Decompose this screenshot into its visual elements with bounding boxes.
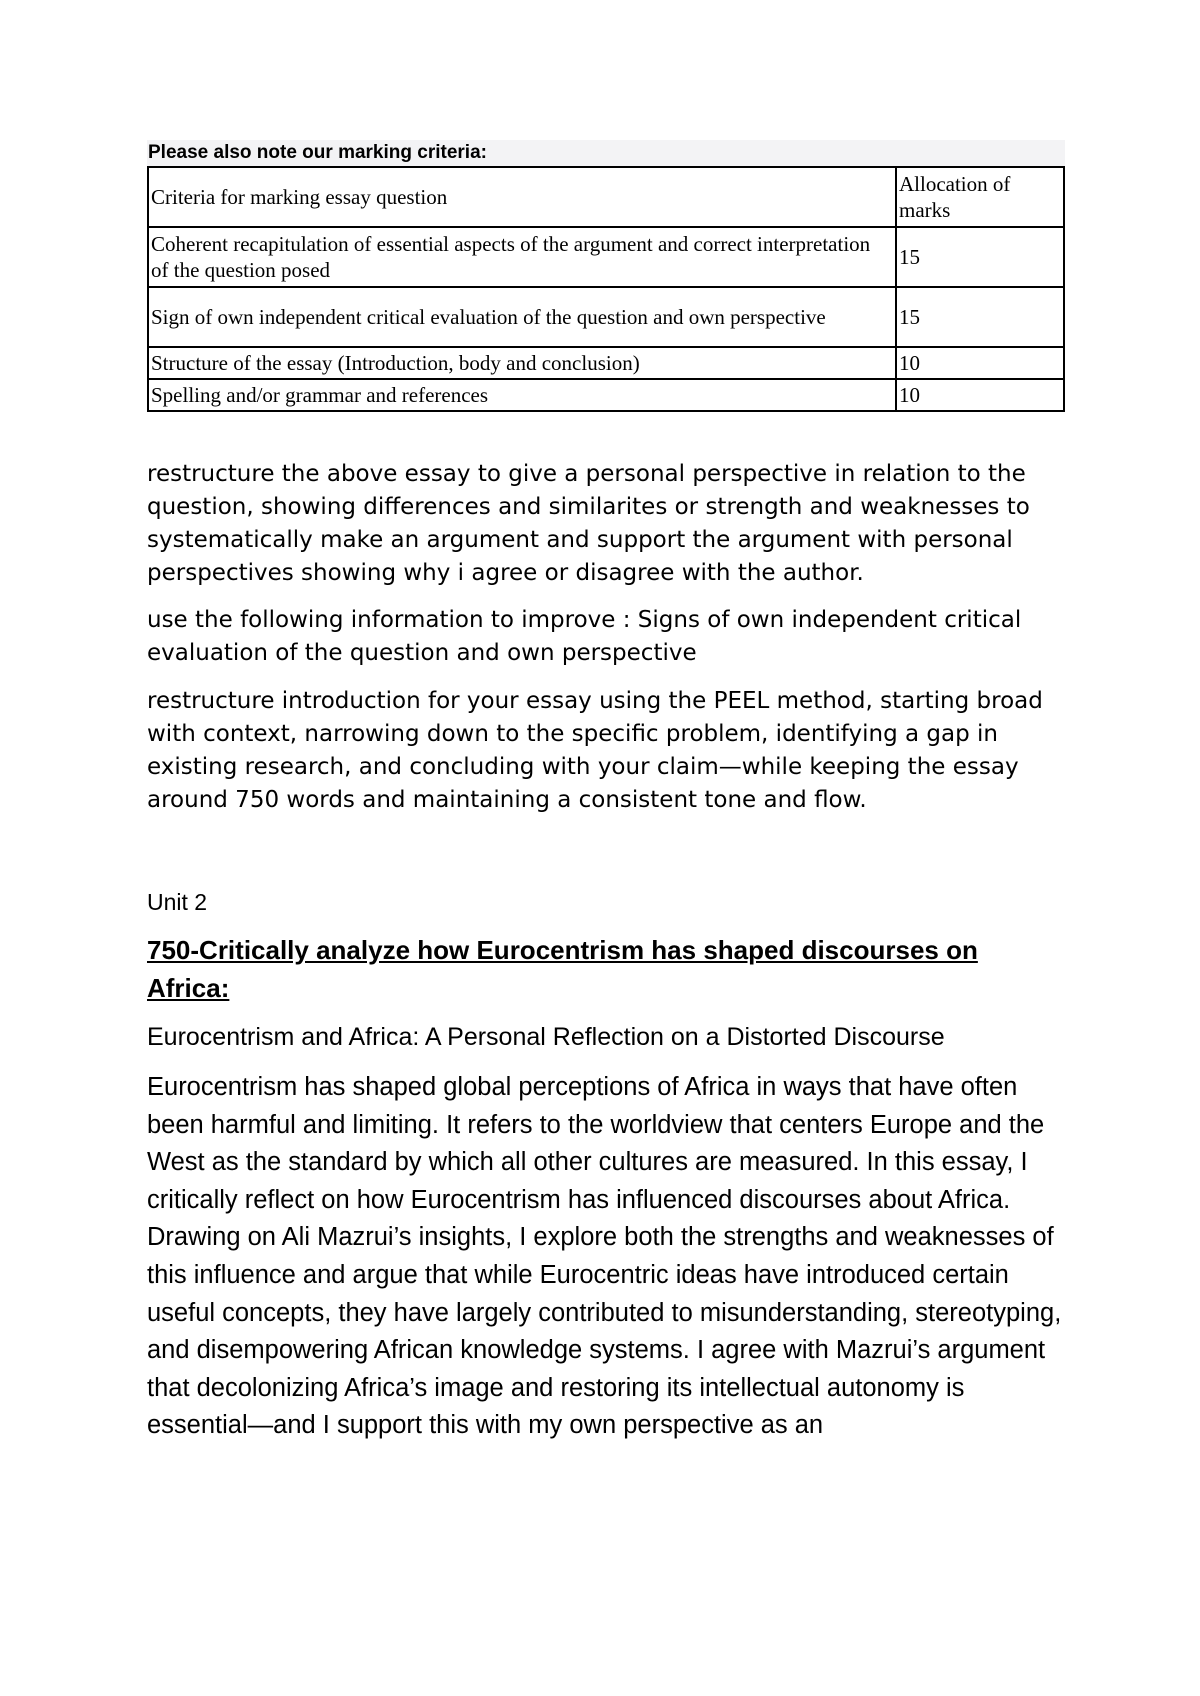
table-row [148,347,1064,379]
prompt-paragraph-peel-introduction: restructure introduction for your essay using the PEEL method, starting broad with context, narrowing down to the specific problem, identifying a gap in existing research, and concluding with your claim—while keeping the essay around 750 words and maintaining a consistent tone and flow. [147,688,1043,813]
marks-cell: 10 [896,379,1064,411]
table-row [148,379,1064,411]
prompt-paragraph-restructure-essay: restructure the above essay to give a personal perspective in relation to the question, showing differences and similarites or strength and weaknesses to systematically make an argument and support the argument with personal perspectives showing why i agree or disagree with the author. [147,461,1030,586]
criteria-cell: Coherent recapitulation of essential aspects of the argument and correct interpretation of the question posed [148,227,896,287]
prompt-paragraph-improve: use the following information to improve : Signs of own independent critical evaluation of the question and own perspective [147,607,1022,666]
unit-label: Unit 2 [147,889,208,915]
essay-body-paragraph: Eurocentrism has shaped global perceptions of Africa in ways that have often been harmful and limiting. It refers to the worldview that centers Europe and the West as the standard by which all other cultures are measured. In this essay, I critically reflect on how Eurocentrism has influenced discourses about Africa. Drawing on Ali Mazrui’s insights, I explore both the strengths and weaknesses of this influence and argue that while Eurocentric ideas have introduced certain useful concepts, they have largely contributed to misunderstanding, stereotyping, and disempowering African knowledge systems. I agree with Mazrui’s argument that decolonizing Africa’s image and restoring its intellectual autonomy is essential—and I support this with my own perspective as an [147,1073,1062,1440]
table-row [148,287,1064,347]
marks-cell: 15 [896,227,1064,287]
marks-cell: 10 [896,347,1064,379]
criteria-cell: Spelling and/or grammar and references [148,379,896,411]
marking-criteria-note: Please also note our marking criteria: [147,140,1065,166]
criteria-cell: Structure of the essay (Introduction, body and conclusion) [148,347,896,379]
table-row [148,227,1064,287]
essay-question-title: 750-Critically analyze how Eurocentrism has shaped discourses on Africa: [147,935,978,1003]
allocation-header-cell: Allocation of marks [896,167,1064,227]
document-page [147,140,1065,1445]
criteria-header-cell: Criteria for marking essay question [148,167,896,227]
marking-criteria-table [147,166,1065,412]
essay-subtitle: Eurocentrism and Africa: A Personal Reflection on a Distorted Discourse [147,1023,945,1051]
criteria-cell: Sign of own independent critical evaluation of the question and own perspective [148,287,896,347]
table-header-row [148,167,1064,227]
marks-cell: 15 [896,287,1064,347]
